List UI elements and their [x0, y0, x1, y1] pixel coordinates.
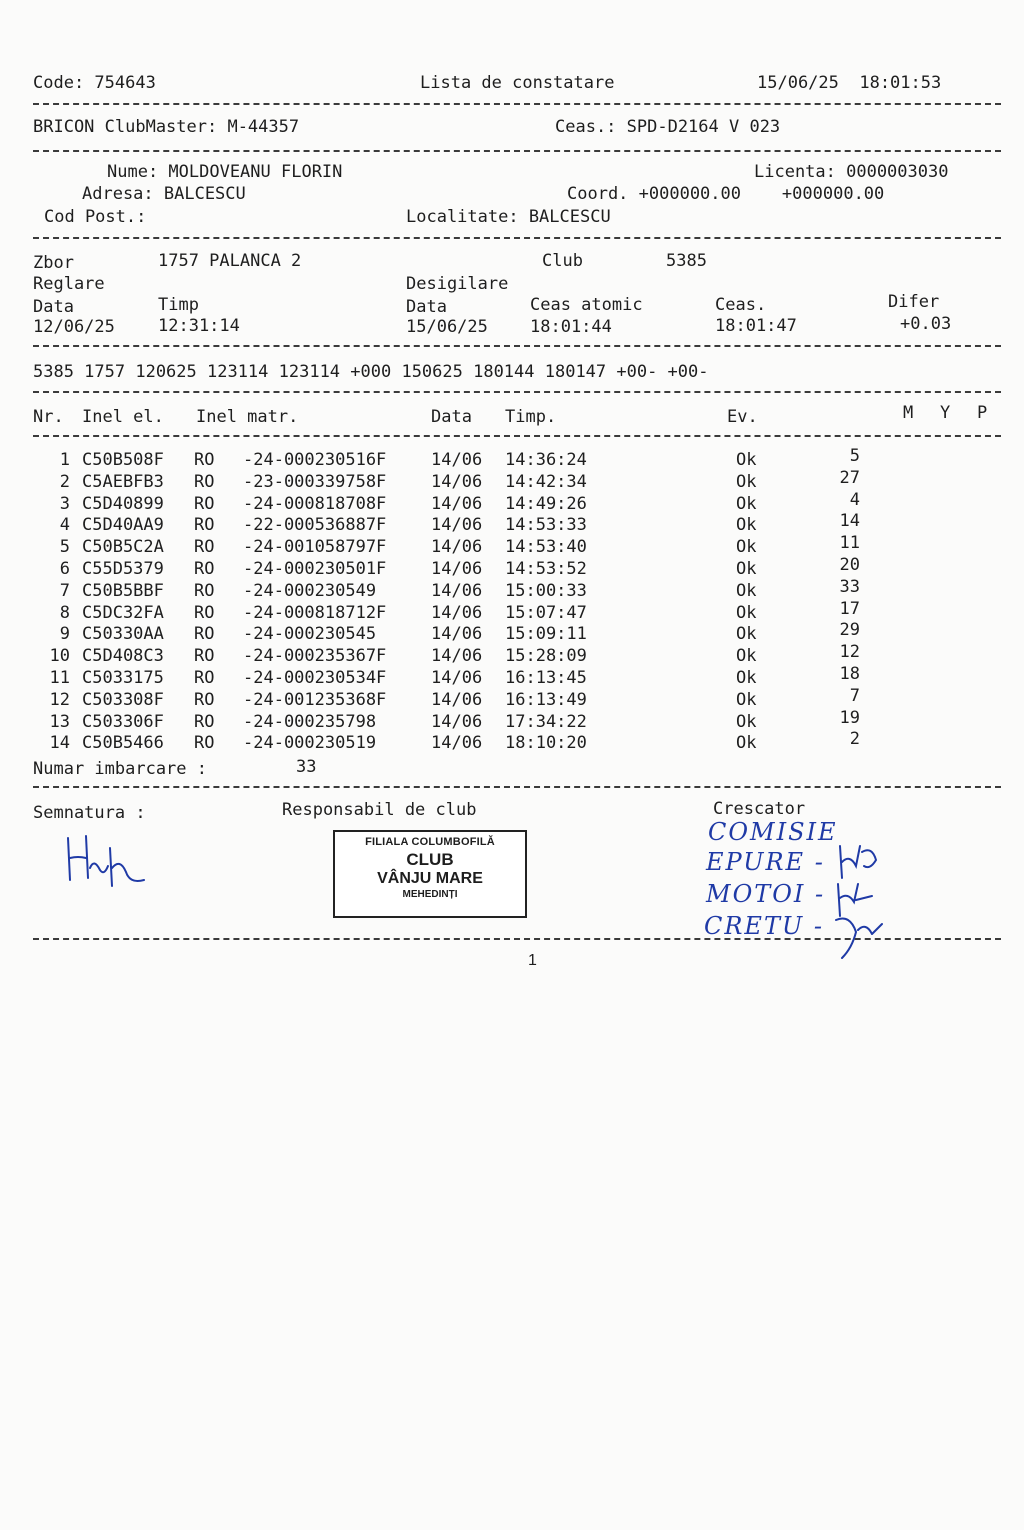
- cell-nr: 6: [59, 559, 70, 579]
- atomic-clock-label: Ceas atomic: [530, 295, 643, 315]
- clock-id: Ceas.: SPD-D2164 V 023: [555, 117, 781, 137]
- cell-country: RO: [194, 711, 215, 732]
- table-row: [0, 664, 1024, 690]
- divider: [33, 150, 1001, 152]
- cell-data: 14/06: [431, 537, 483, 558]
- imbarcare-value: 33: [296, 757, 317, 777]
- cell-country: RO: [194, 493, 215, 514]
- club-value: 5385: [666, 251, 707, 271]
- cell-country: RO: [194, 668, 215, 688]
- col-header-timp: Timp.: [505, 407, 557, 427]
- cell-nr: 13: [49, 711, 70, 732]
- cell-inel-matr: -24-000230549: [243, 580, 387, 601]
- cell-country: RO: [194, 537, 215, 558]
- handwritten-initials: [826, 836, 896, 964]
- desigilare-date: 15/06/25: [406, 317, 488, 337]
- cell-timp: 14:53:33: [505, 515, 587, 536]
- cell-inel-matr: -23-000339758F: [243, 471, 387, 492]
- clock-time: 18:01:47: [715, 316, 797, 336]
- cell-inel-el: C50B5BBF: [82, 580, 164, 601]
- cell-timp: 17:34:22: [505, 711, 587, 732]
- cell-inel-matr: -24-000230519: [243, 733, 387, 754]
- cell-ev: Ok: [736, 471, 757, 492]
- cell-country: RO: [194, 624, 215, 645]
- cell-country: RO: [194, 559, 215, 579]
- cell-timp: 15:07:47: [505, 602, 587, 623]
- cell-nr: 12: [49, 689, 70, 710]
- reglare-date: 12/06/25: [33, 317, 115, 337]
- cell-inel-matr: -24-000230501F: [243, 559, 387, 579]
- atomic-clock-time: 18:01:44: [530, 317, 612, 337]
- table-row: [0, 576, 1024, 603]
- divider: [33, 786, 1001, 788]
- table-row: [0, 555, 1024, 581]
- cell-inel-el: C5D40AA9: [82, 515, 164, 536]
- cell-country: RO: [194, 646, 215, 667]
- col-header-p: P: [977, 403, 988, 423]
- signature-label: Semnatura :: [33, 803, 146, 823]
- cell-nr: 5: [59, 537, 70, 558]
- cell-data: 14/06: [431, 711, 483, 732]
- cell-ev: Ok: [736, 689, 757, 710]
- cell-nr: 9: [59, 624, 70, 645]
- cell-timp: 14:53:52: [505, 559, 587, 579]
- divider: [33, 391, 1001, 393]
- cell-timp: 14:53:40: [505, 537, 587, 558]
- cell-inel-matr: -24-000230534F: [243, 668, 387, 688]
- cell-inel-el: C5D408C3: [82, 646, 164, 667]
- cell-timp: 15:00:33: [505, 580, 587, 601]
- cell-data: 14/06: [431, 471, 483, 492]
- table-row: [0, 446, 1024, 472]
- cell-data: 14/06: [431, 580, 483, 601]
- owner-coordinates: Coord. +000000.00 +000000.00: [567, 184, 885, 204]
- cell-ev: Ok: [736, 668, 757, 688]
- cell-value: 27: [839, 467, 860, 488]
- divider: [33, 103, 1001, 105]
- cell-inel-el: C50330AA: [82, 624, 164, 645]
- cell-ev: Ok: [736, 450, 757, 470]
- cell-data: 14/06: [431, 624, 483, 645]
- cell-inel-el: C50B508F: [82, 450, 164, 470]
- cell-country: RO: [194, 602, 215, 623]
- cell-inel-el: C5AEBFB3: [82, 471, 164, 492]
- club-label: Club: [542, 251, 583, 271]
- cell-inel-el: C5033175: [82, 668, 164, 688]
- cell-nr: 2: [59, 471, 70, 492]
- cell-value: 33: [839, 576, 860, 597]
- clubmaster-id: BRICON ClubMaster: M-44357: [33, 117, 300, 137]
- cell-ev: Ok: [736, 624, 757, 645]
- difference-value: +0.03: [900, 314, 952, 334]
- owner-postal-code: Cod Post.:: [44, 207, 147, 227]
- cell-inel-el: C503308F: [82, 689, 164, 710]
- table-row: [0, 642, 1024, 668]
- table-row: [0, 489, 1024, 516]
- cell-inel-matr: -24-000818708F: [243, 493, 387, 514]
- imbarcare-label: Numar imbarcare :: [33, 759, 207, 779]
- cell-value: 2: [849, 729, 860, 750]
- cell-ev: Ok: [736, 602, 757, 623]
- table-row: [0, 467, 1024, 494]
- cell-inel-el: C50B5C2A: [82, 537, 164, 558]
- cell-value: 12: [839, 642, 860, 663]
- divider: [33, 345, 1001, 347]
- cell-data: 14/06: [431, 450, 483, 470]
- cell-value: 18: [839, 664, 860, 684]
- desigilare-date-label: Data: [406, 297, 447, 317]
- difference-label: Difer: [888, 292, 940, 312]
- table-row: [0, 598, 1024, 625]
- cell-data: 14/06: [431, 733, 483, 754]
- handwriting-line-2: EPURE -: [706, 848, 825, 876]
- cell-inel-matr: -24-001058797F: [243, 537, 387, 558]
- cell-country: RO: [194, 450, 215, 470]
- cell-value: 19: [839, 707, 860, 728]
- cell-inel-el: C50B5466: [82, 733, 164, 754]
- owner-name: Nume: MOLDOVEANU FLORIN: [107, 162, 343, 182]
- cell-timp: 18:10:20: [505, 733, 587, 754]
- cell-data: 14/06: [431, 668, 483, 688]
- cell-ev: Ok: [736, 515, 757, 536]
- col-header-m: M: [903, 403, 914, 423]
- cell-inel-el: C55D5379: [82, 559, 164, 579]
- handwriting-line-1: COMISIE: [708, 818, 838, 846]
- reglare-date-label: Data: [33, 297, 74, 317]
- cell-country: RO: [194, 580, 215, 601]
- cell-data: 14/06: [431, 602, 483, 623]
- cell-ev: Ok: [736, 646, 757, 667]
- cell-timp: 16:13:45: [505, 668, 587, 688]
- col-header-ev: Ev.: [727, 407, 758, 427]
- cell-inel-matr: -24-000230516F: [243, 450, 387, 470]
- cell-inel-el: C5DC32FA: [82, 602, 164, 623]
- col-header-y: Y: [940, 403, 951, 423]
- stamp-line-1: FILIALA COLUMBOFILĂ: [365, 836, 495, 848]
- cell-data: 14/06: [431, 559, 483, 579]
- cell-inel-matr: -22-000536887F: [243, 515, 387, 536]
- cell-data: 14/06: [431, 515, 483, 536]
- cell-inel-el: C5D40899: [82, 493, 164, 514]
- cell-value: 11: [839, 533, 860, 554]
- reglare-time-label: Timp: [158, 295, 199, 315]
- cell-nr: 4: [59, 515, 70, 536]
- desigilare-label: Desigilare: [406, 274, 509, 294]
- stamp-line-3: VÂNJU MARE: [377, 870, 483, 887]
- stamp-line-4: MEHEDINȚI: [402, 889, 458, 900]
- flight-label: Zbor: [33, 253, 74, 273]
- cell-timp: 15:28:09: [505, 646, 587, 667]
- divider: [33, 435, 1001, 437]
- handwriting-line-4: CRETU -: [704, 912, 824, 940]
- divider: [33, 237, 1001, 239]
- cell-inel-matr: -24-001235368F: [243, 689, 387, 710]
- table-row: [0, 533, 1024, 559]
- document-title: Lista de constatare: [420, 73, 615, 93]
- cell-country: RO: [194, 733, 215, 754]
- page-number: 1: [528, 952, 537, 969]
- cell-country: RO: [194, 471, 215, 492]
- table-row: [0, 620, 1024, 646]
- clock-label: Ceas.: [715, 295, 767, 315]
- cell-value: 14: [839, 511, 860, 532]
- cell-timp: 14:36:24: [505, 450, 587, 470]
- col-header-data: Data: [431, 407, 472, 427]
- print-datetime: 15/06/25 18:01:53: [757, 73, 942, 93]
- col-header-nr: Nr.: [33, 407, 64, 427]
- owner-locality: Localitate: BALCESCU: [406, 207, 611, 227]
- stamp-line-2: CLUB: [406, 850, 454, 869]
- breeder-label: Crescator: [713, 799, 806, 819]
- cell-nr: 14: [49, 733, 70, 754]
- table-row: [0, 707, 1024, 734]
- cell-nr: 10: [49, 646, 70, 667]
- table-row: [0, 511, 1024, 537]
- cell-ev: Ok: [736, 493, 757, 514]
- cell-timp: 16:13:49: [505, 689, 587, 710]
- table-row: [0, 685, 1024, 712]
- cell-timp: 14:42:34: [505, 471, 587, 492]
- cell-data: 14/06: [431, 646, 483, 667]
- table-row: [0, 729, 1024, 755]
- cell-data: 14/06: [431, 493, 483, 514]
- reglare-time: 12:31:14: [158, 316, 240, 336]
- reglare-label: Reglare: [33, 274, 105, 294]
- cell-inel-matr: -24-000235367F: [243, 646, 387, 667]
- cell-country: RO: [194, 689, 215, 710]
- cell-value: 20: [839, 555, 860, 575]
- cell-ev: Ok: [736, 580, 757, 601]
- cell-nr: 1: [59, 450, 70, 470]
- owner-license: Licenta: 0000003030: [754, 162, 949, 182]
- cell-value: 7: [849, 685, 860, 706]
- owner-address: Adresa: BALCESCU: [82, 184, 246, 204]
- cell-nr: 7: [59, 580, 70, 601]
- cell-timp: 14:49:26: [505, 493, 587, 514]
- cell-value: 5: [849, 446, 860, 466]
- cell-value: 29: [839, 620, 860, 641]
- cell-data: 14/06: [431, 689, 483, 710]
- cell-value: 4: [849, 489, 860, 510]
- cell-inel-matr: -24-000230545: [243, 624, 387, 645]
- cell-nr: 3: [59, 493, 70, 514]
- cell-ev: Ok: [736, 559, 757, 579]
- cell-ev: Ok: [736, 711, 757, 732]
- cell-inel-matr: -24-000235798: [243, 711, 387, 732]
- col-header-inel-el: Inel el.: [82, 407, 164, 427]
- code-label: Code: 754643: [33, 73, 156, 93]
- club-responsible-label: Responsabil de club: [282, 800, 477, 820]
- col-header-inel-matr: Inel matr.: [196, 407, 299, 427]
- handwriting-line-3: MOTOI -: [706, 880, 826, 908]
- signature-mark: [60, 828, 150, 898]
- cell-ev: Ok: [736, 733, 757, 754]
- cell-inel-matr: -24-000818712F: [243, 602, 387, 623]
- cell-country: RO: [194, 515, 215, 536]
- cell-ev: Ok: [736, 537, 757, 558]
- cell-inel-el: C503306F: [82, 711, 164, 732]
- cell-timp: 15:09:11: [505, 624, 587, 645]
- cell-nr: 8: [59, 602, 70, 623]
- club-stamp: [333, 830, 527, 918]
- cell-nr: 11: [49, 668, 70, 688]
- cell-value: 17: [839, 598, 860, 619]
- code-line: 5385 1757 120625 123114 123114 +000 150625 180144 180147 +00- +00-: [33, 362, 709, 382]
- flight-value: 1757 PALANCA 2: [158, 251, 302, 271]
- divider: [33, 938, 1001, 940]
